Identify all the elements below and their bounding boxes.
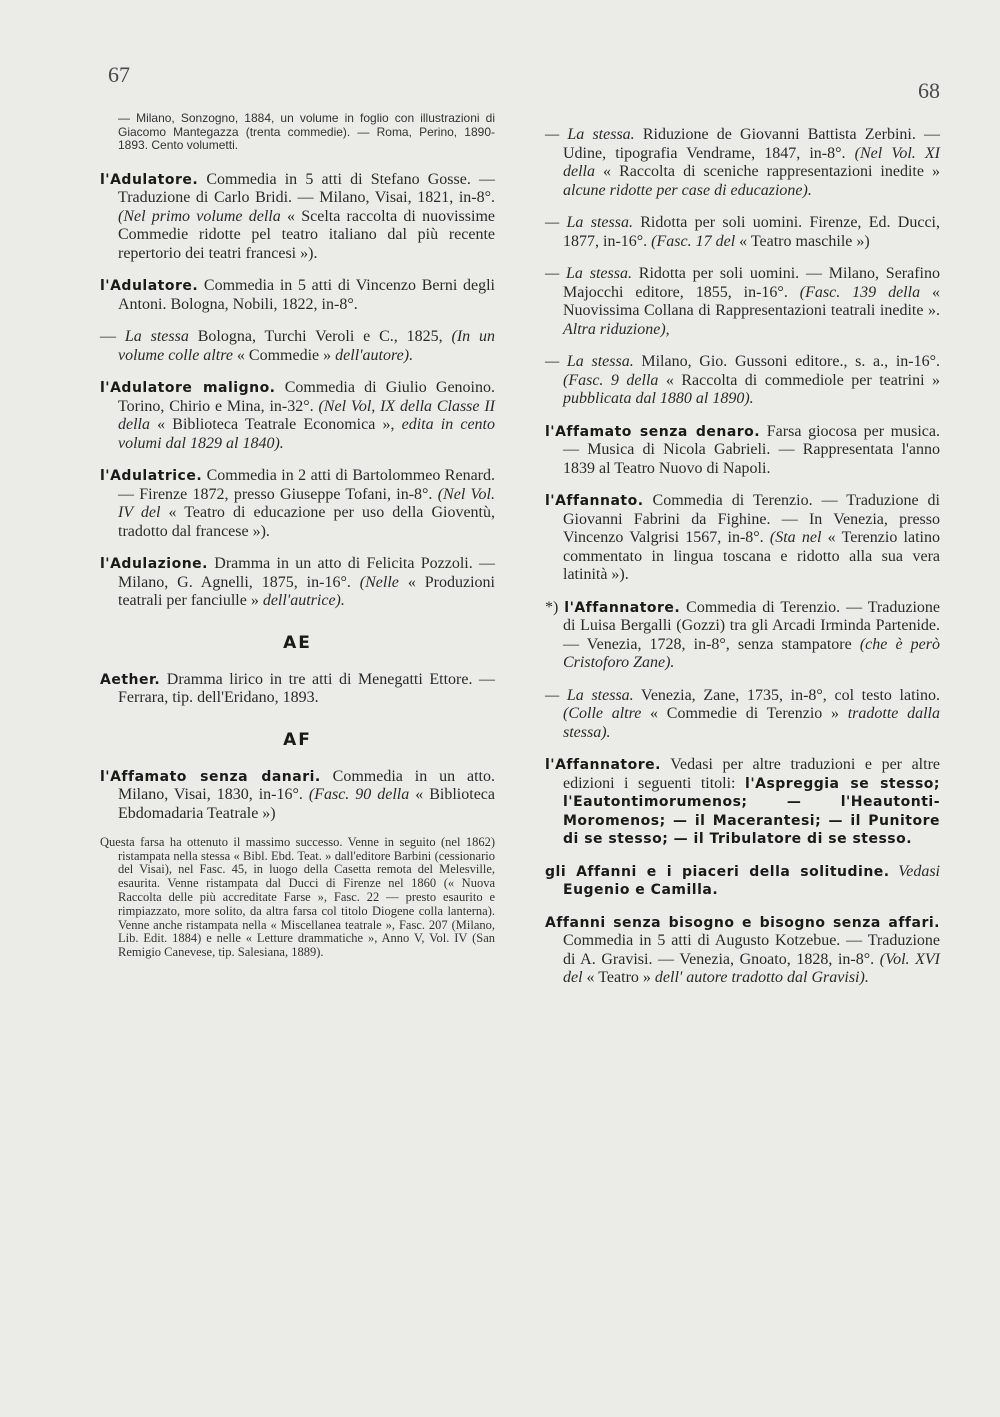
footnote: Questa farsa ha ottenuto il massimo successo. Venne in seguito (nel 1862) ristampata nella stessa « Bibl. Ebd. Teat. » dall'editore Barbini (cessionario del Visai), nel Fasc. 45, in luogo della Casetta remota del Melesville, esaurita. Venne ristampata dal Ducci di Firenze nel 1860 (« Nuova Raccolta delle più accreditate Farse », Fasc. 22 — presto esaurito e rimpiazzato, more solito, da altra farsa col titolo Diogene colla lanterna). Venne anche ristampata nella « Miscellanea teatrale », Fasc. 207 (Milano, Lib. Edit. 1884) e nelle « Letture drammatiche », Anno V, Vol. IV (San Remigio Canevese, tip. Salesiana, 1889).	[100, 834, 495, 960]
entry-la-stessa-bologna: — La stessa Bologna, Turchi Veroli e C., 1825, (In un volume colle altre « Commedie » dell'autore).	[100, 328, 496, 364]
entry-italic: (Nel Vol. IV del	[118, 485, 495, 522]
entry-text: Ridotta per soli uomini. — Milano, Serafino Majocchi editore, 1855, in-16°.	[563, 265, 940, 301]
entry-text: Commedia in 5 atti di Stefano Gosse. — Traduzione di Carlo Bridi. — Milano, Visai, 1821, in-8°.	[118, 170, 495, 207]
entry-text: Ridotta per soli uomini. Firenze, Ed. Ducci, 1877, in-16°.	[563, 214, 940, 250]
entry-italic: (Nel Vol. XI della	[563, 144, 940, 180]
entry-adulatore-gosse	[100, 171, 495, 264]
headword: l'Adulatore.	[100, 278, 199, 295]
headword: l'Affannatore.	[545, 757, 661, 773]
entry-la-stessa-milano-majocchi	[545, 265, 940, 339]
entry-italic: tradotte dalla stessa).	[563, 705, 941, 741]
entry-text: Milano, Gio. Gussoni editore., s. a., in-16°.	[633, 353, 940, 370]
headword: Aether.	[100, 671, 161, 688]
entry-text: « Nuovissima Collana di Rappresentazioni teatrali inedite ».	[563, 283, 940, 319]
entry-la-stessa-venezia	[545, 687, 940, 743]
entry-text: « Teatro »	[582, 969, 655, 986]
entry-la-stessa-firenze	[545, 214, 940, 251]
entry-italic: alcune ridotte per case di educazione).	[563, 181, 812, 199]
entry-affanni-senza-bisogno	[545, 914, 940, 988]
entry-text: Commedia di Giulio Genoino. Torino, Chirio e Mina, in-32°.	[118, 379, 496, 415]
entry-italic: dell'autore).	[335, 346, 414, 364]
entry-italic: Altra riduzione),	[563, 320, 670, 338]
entry-italic: Vedasi	[889, 862, 940, 880]
cross-reference: Eugenio e Camilla.	[563, 882, 719, 898]
entry-text: Dramma in un atto di Felicita Pozzoli. — Milano, G. Agnelli, 1875, in-16°.	[118, 555, 495, 591]
entry-text: « Commedie »	[232, 346, 336, 364]
entry-italic: (che è però Cristoforo Zane).	[563, 635, 940, 671]
entry-italic: (Fasc. 90 della	[308, 786, 410, 804]
entry-text: Commedia di Terenzio. — Traduzione di Luisa Bergalli (Gozzi) tra gli Arcadi Irminda Partenide. — Venezia, 1728, in-8°, senza stampatore	[563, 598, 940, 653]
entry-italic: dell' autore tradotto dal Gravisi).	[654, 969, 869, 986]
entry-text: « Biblioteca Ebdomadaria Teatrale »)	[118, 786, 495, 822]
headword: l'Adulatore.	[100, 171, 199, 188]
entry-italic: — La stessa.	[545, 265, 632, 282]
entry-italic: (Sta nel	[769, 529, 822, 546]
entry-text: « Biblioteca Teatrale Economica »,	[150, 416, 402, 434]
entry-text: Farsa giocosa per musica. — Musica di Nicola Gabrieli. — Rappresentata l'anno 1839 al Teatro Nuovo di Napoli.	[563, 422, 940, 477]
entry-italic: (In un volume colle altre	[118, 328, 496, 364]
page-number-right: 68	[918, 78, 940, 103]
entry-affanni-piaceri	[545, 863, 940, 900]
entry-italic: (Vol. XVI del	[563, 950, 940, 986]
entry-italic: — La stessa.	[545, 353, 634, 370]
section-heading-ae: AE	[283, 632, 312, 653]
entry-italic: pubblicata dal 1880 al 1890).	[563, 390, 754, 407]
entry-italic: (Fasc. 139 della	[799, 283, 921, 301]
entry-affamato-senza-danari	[100, 768, 495, 824]
entry-text: Dramma lirico in tre atti di Menegatti Ettore. — Ferrara, tip. dell'Eridano, 1893.	[118, 670, 495, 707]
entry-italic: (Nelle	[359, 573, 399, 591]
headword: l'Adulazione.	[100, 556, 208, 573]
entry-la-stessa-milano-gussoni	[545, 353, 940, 409]
right-column	[545, 126, 940, 1002]
headword: Affanni senza bisogno e bisogno senza affari.	[545, 914, 940, 931]
entry-italic: (Fasc. 9 della	[563, 371, 659, 389]
entry-italic: (Nel primo volume della	[118, 207, 281, 225]
continuation-text: — Milano, Sonzogno, 1884, un volume in foglio con illustrazioni di Giacomo Mantegazza (trenta commedie). — Roma, Perino, 1890-1893. Cento volumetti.	[118, 111, 495, 153]
entry-text: Venezia, Zane, 1735, in-8°, col testo latino.	[633, 686, 940, 704]
entry-text: « Raccolta di commediole per teatrini »	[658, 371, 940, 389]
headword: l'Affannato.	[545, 493, 644, 509]
entry-affannatore-bergalli	[545, 599, 940, 673]
headword: l'Affamato senza danari.	[100, 768, 321, 785]
footnote-marker: *)	[545, 598, 565, 616]
entry-text: « Teatro maschile »)	[735, 232, 870, 250]
page-number-left: 67	[108, 62, 130, 87]
entry-italic: dell'autrice).	[262, 592, 345, 610]
entry-affamato-senza-denaro	[545, 423, 940, 479]
headword: l'Adulatrice.	[100, 468, 203, 485]
entry-text: Vedasi per altre traduzioni e per altre edizioni i seguenti titoli:	[563, 756, 940, 792]
entry-aether	[100, 671, 495, 708]
entry-text: Commedia in 2 atti di Bartolommeo Renard. — Firenze 1872, presso Giuseppe Tofani, in-8°.	[118, 467, 495, 503]
entry-text: Commedia in 5 atti di Augusto Kotzebue. — Traduzione di A. Gravisi. — Venezia, Gnoato, 1828, in-8°.	[563, 932, 940, 968]
entry-text: « Scelta raccolta di nuovissime Commedie ridotte pel teatro italiano dal più recente repertorio dei teatri francesi »).	[118, 207, 496, 262]
entry-adulatore-maligno	[100, 379, 495, 453]
headword: l'Adulatore maligno.	[100, 380, 276, 397]
entry-italic: — La stessa.	[545, 126, 635, 143]
headword: l'Affamato senza denaro.	[545, 423, 761, 440]
headword: gli Affanni e i piaceri della solitudine.	[545, 863, 890, 880]
continuation-entry	[100, 112, 495, 153]
entry-italic: (Nel Vol, IX della Classe II della	[118, 397, 495, 434]
entry-italic: (Fasc. 17 del	[651, 232, 736, 250]
entry-italic: (Colle altre	[563, 705, 642, 722]
cross-references: l'Aspreggia se stesso; l'Eautontimorumenos; — l'Heautonti-Moromenos; — il Macerantesi; — il Punitore di se stesso; — il Tribulatore di se stesso.	[563, 775, 940, 847]
entry-text: Commedia di Terenzio. — Traduzione di Giovanni Fabrini da Fighine. — In Venezia, presso Vincenzo Valgrisi 1567, in-8°.	[563, 492, 940, 546]
entry-adulatrice	[100, 467, 495, 541]
entry-text: Commedia in un atto. Milano, Visai, 1830, in-16°.	[118, 767, 496, 804]
entry-italic: — La stessa.	[545, 686, 634, 704]
headword: l'Affannatore.	[564, 599, 681, 616]
entry-adulazione	[100, 555, 495, 611]
entry-italic: edita in cento volumi dal 1829 al 1840).	[118, 416, 495, 452]
left-column	[100, 112, 495, 972]
entry-la-stessa-udine	[545, 126, 940, 200]
entry-text: Bologna, Turchi Veroli e C., 1825,	[188, 328, 452, 346]
entry-affannato	[545, 492, 940, 585]
entry-text: Commedia in 5 atti di Vincenzo Berni degli Antoni. Bologna, Nobili, 1822, in-8°.	[118, 277, 495, 313]
entry-adulatore-berni	[100, 277, 495, 314]
entry-italic: La stessa	[124, 328, 189, 346]
entry-text: « Produzioni teatrali per fanciulle »	[118, 573, 496, 610]
entry-text: « Raccolta di sceniche rappresentazioni inedite »	[595, 163, 940, 180]
section-heading-af: AF	[283, 729, 312, 750]
entry-affannatore-vedasi	[545, 756, 940, 849]
entry-text: « Commedie di Terenzio »	[641, 705, 848, 722]
entry-italic: — La stessa.	[545, 214, 633, 231]
entry-text: « Terenzio latino commentato in lingua toscana e ridotto alla sua vera latinità »).	[563, 529, 940, 583]
entry-text: Riduzione de Giovanni Battista Zerbini. — Udine, tipografia Vendrame, 1847, in-8°.	[563, 126, 940, 162]
entry-text: « Teatro di educazione per uso della Gioventù, tradotto dal francese »).	[118, 504, 496, 540]
